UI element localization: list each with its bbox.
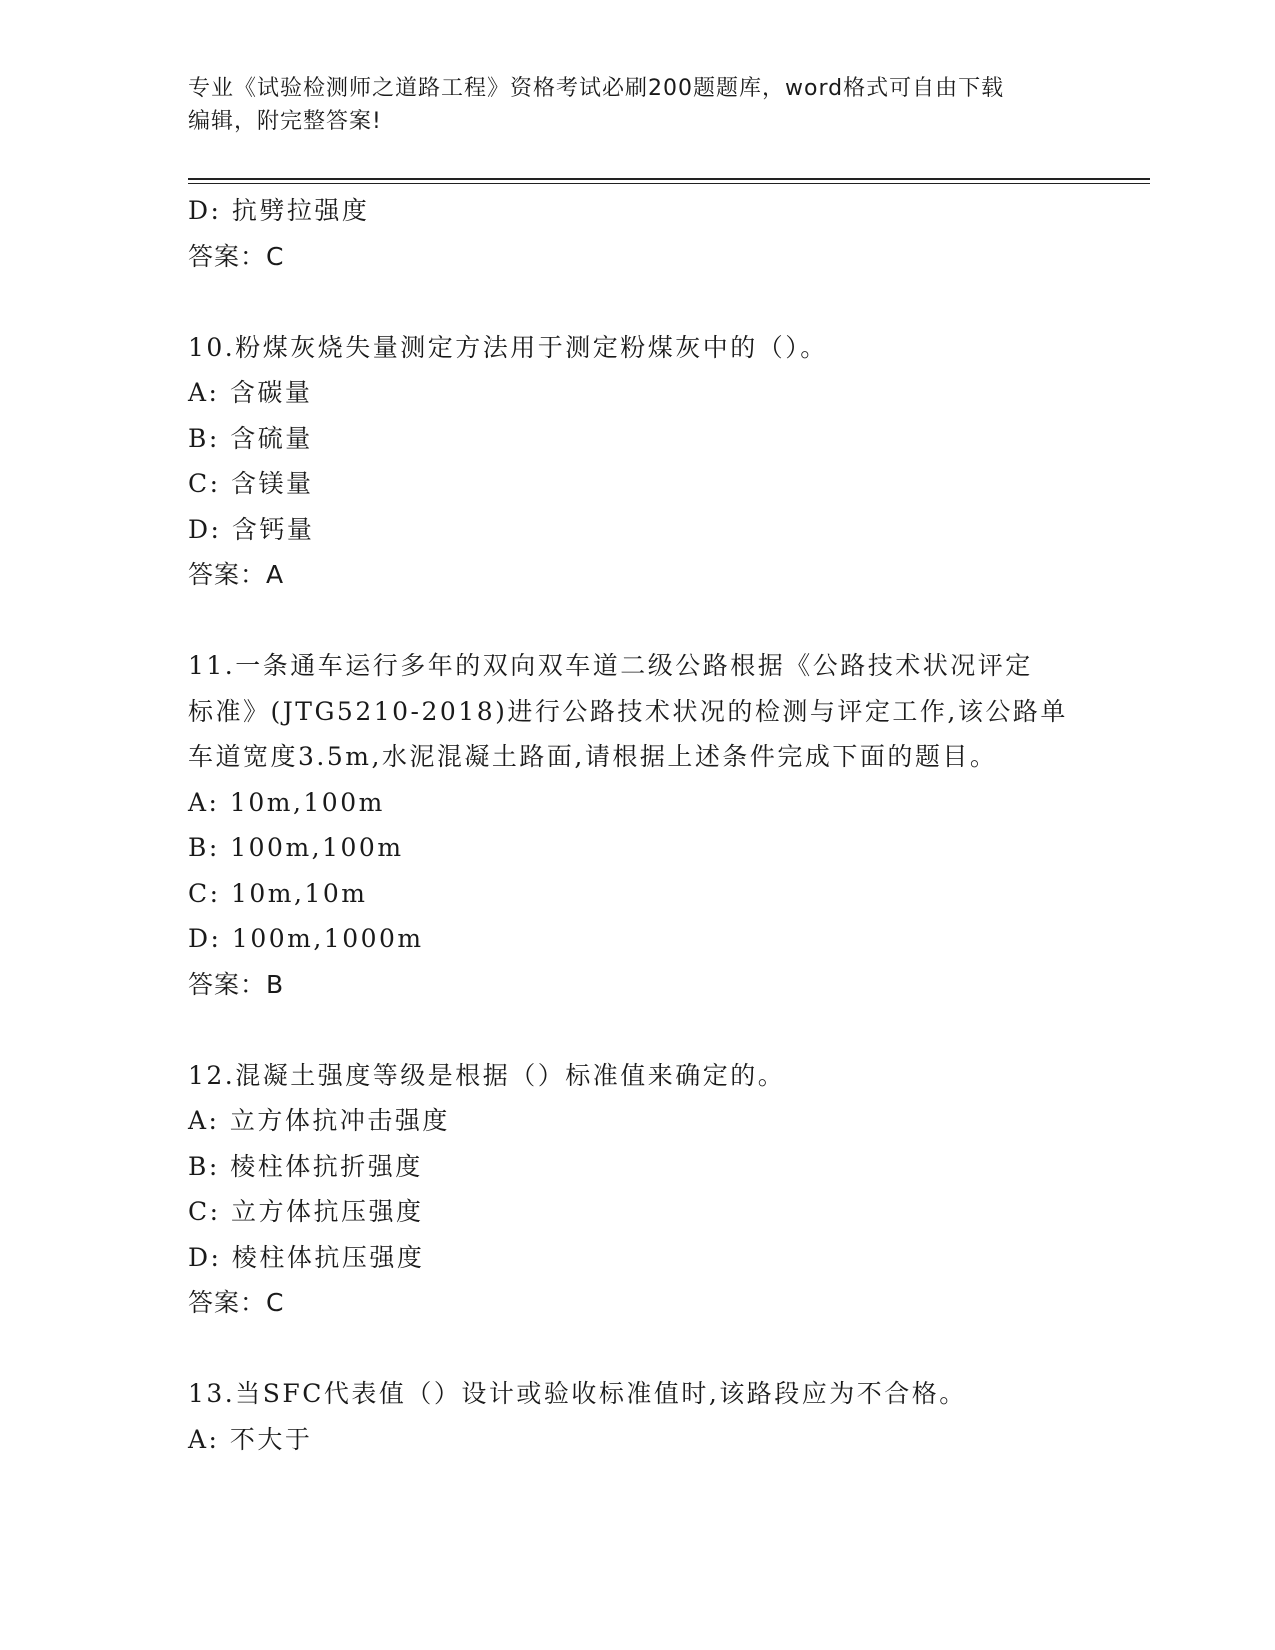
option-a: A: 不大于	[188, 1424, 313, 1454]
question-13	[188, 1371, 1088, 1462]
question-stem-line-1: 11.一条通车运行多年的双向双车道二级公路根据《公路技术状况评定	[188, 651, 1033, 680]
option-d: D: 棱柱体抗压强度	[188, 1242, 425, 1272]
answer: 答案：B	[188, 969, 285, 999]
option-a: A: 立方体抗冲击强度	[188, 1106, 450, 1135]
question-12	[188, 1053, 1088, 1326]
option-a: A: 10m,100m	[188, 787, 385, 817]
option-b: B: 100m,100m	[188, 833, 404, 862]
option-b: B: 棱柱体抗折强度	[188, 1151, 423, 1181]
header-divider	[188, 178, 1150, 184]
header-line-1: 专业《试验检测师之道路工程》资格考试必刷200题题库，word格式可自由下载	[188, 76, 1005, 101]
option-b: B: 含硫量	[188, 423, 313, 453]
option-d: D: 含钙量	[188, 514, 315, 544]
answer: 答案：A	[188, 560, 285, 589]
spacer	[188, 1007, 1088, 1053]
question-11	[188, 643, 1088, 1007]
question-stem: 12.混凝土强度等级是根据（）标准值来确定的。	[188, 1060, 786, 1090]
question-9-tail	[188, 188, 1088, 279]
question-list	[188, 188, 1088, 1462]
option-a: A: 含碳量	[188, 378, 313, 407]
question-stem-line-3: 车道宽度3.5m,水泥混凝土路面,请根据上述条件完成下面的题目。	[188, 742, 998, 771]
spacer	[188, 279, 1088, 325]
question-stem: 10.粉煤灰烧失量测定方法用于测定粉煤灰中的（）。	[188, 332, 828, 362]
option-c: C: 10m,10m	[188, 878, 368, 908]
option-d: D: 抗劈拉强度	[188, 196, 370, 225]
question-stem: 13.当SFC代表值（）设计或验收标准值时,该路段应为不合格。	[188, 1379, 967, 1408]
question-stem-line-2: 标准》(JTG5210-2018)进行公路技术状况的检测与评定工作,该公路单	[188, 696, 1068, 726]
document-header	[188, 72, 1068, 138]
answer: 答案：C	[188, 241, 285, 271]
spacer	[188, 598, 1088, 644]
spacer	[188, 1326, 1088, 1372]
answer: 答案：C	[188, 1288, 285, 1317]
option-c: C: 含镁量	[188, 469, 314, 498]
option-c: C: 立方体抗压强度	[188, 1197, 424, 1226]
question-10	[188, 325, 1088, 598]
option-d: D: 100m,1000m	[188, 924, 424, 953]
header-line-2: 编辑，附完整答案!	[188, 109, 382, 134]
